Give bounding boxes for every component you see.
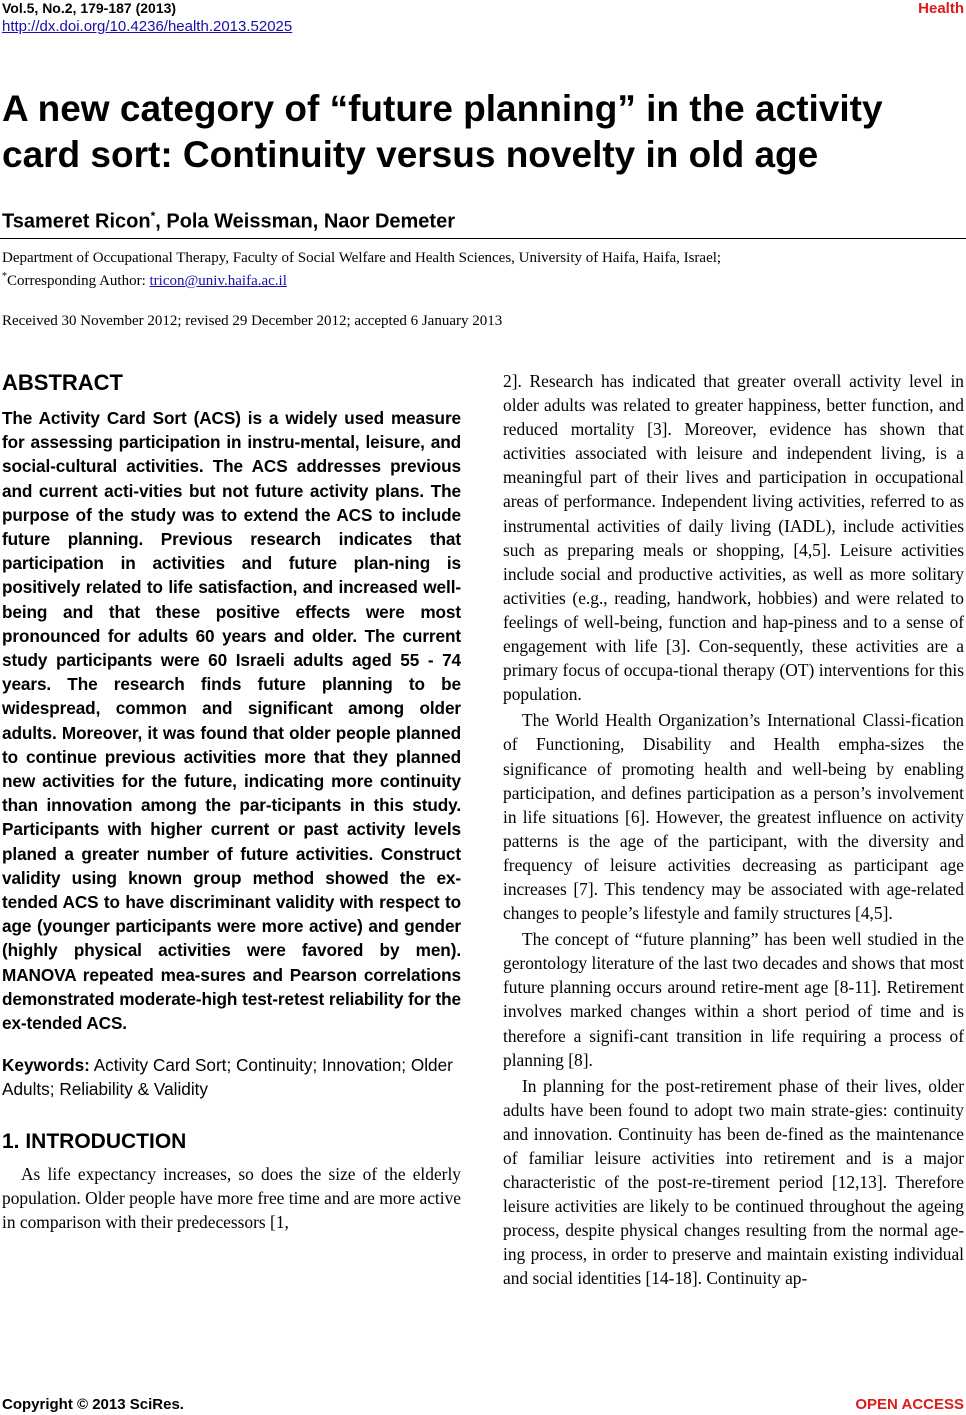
body-paragraph: In planning for the post-retirement phase of their lives, older adults have been found to adopt two main strate-gies: continuity and innovation. Continuity has been de-fined as the maintenance of familiar leisure activities into retirement and is a major characteristic of the post-re-tirement period [12,13]. Therefore leisure activities are likely to be continued throughout the ageing process, despite physical changes resulting from the normal age-ing process, in order to preserve and maintain existing individual and social identities [14-18]. Continuity ap- — [503, 1075, 964, 1289]
corresponding-email-link[interactable]: tricon@univ.haifa.ac.il — [149, 273, 287, 289]
body-paragraph: The World Health Organization’s International Classi-fication of Functioning, Disability and Health empha-sizes the significance of promoting health and well-being by enabling participation, and defines participation as a person’s involvement in life situations [6]. However, the greatest influence on activity patterns is the age of the participant, with the diversity and frequency of leisure activities decreasing as participant age increases [7]. This tendency may be associated with age-related changes to people’s lifestyle and family structures [4,5]. — [503, 710, 964, 924]
author-others: , Pola Weissman, Naor Demeter — [155, 210, 455, 233]
left-column — [2, 366, 461, 1234]
affiliation: Department of Occupational Therapy, Faculty of Social Welfare and Health Sciences, University of Haifa, Haifa, Israel; — [2, 250, 722, 266]
body-paragraph: 2]. Research has indicated that greater overall activity level in older adults was related to greater happiness, better function, and reduced mortality [3]. Moreover, evidence has shown that activities associated with leisure and independent living, is a meaningful part of their lives and participation in occupational areas of performance. Independent living activities, referred to as instrumental activities of daily living (IADL), include activities such as preparing meals or shopping, [4,5]. Leisure activities include social and productive activities, as well as more solitary activities (e.g., reading, handwork, hobbies) and were related to feelings of well-being, function and hap-piness and to a sense of engagement with life [3]. Con-sequently, these activities are a primary focus of occupa-tional therapy (OT) interventions for this population. — [503, 371, 964, 705]
introduction-heading: 1. INTRODUCTION — [2, 1129, 187, 1153]
corresponding-author — [2, 271, 287, 290]
article-title: A new category of “future planning” in the activity card sort: Continuity versus novelty in old age — [2, 88, 883, 175]
corresponding-mark: * — [150, 209, 156, 223]
abstract-heading: ABSTRACT — [2, 370, 123, 395]
volume-info: Vol.5, No.2, 179-187 (2013) — [2, 0, 177, 16]
keywords-text: Activity Card Sort; Continuity; Innovation; Older Adults; Reliability & Validity — [2, 1055, 453, 1100]
copyright: Copyright © 2013 SciRes. — [2, 1396, 184, 1413]
open-access-label: OPEN ACCESS — [855, 1396, 964, 1413]
title-divider — [0, 238, 966, 239]
doi-link[interactable]: http://dx.doi.org/10.4236/health.2013.52025 — [2, 18, 293, 35]
keywords — [2, 1053, 461, 1101]
body-paragraph: The concept of “future planning” has been well studied in the gerontology literature of the last two decades and shows that most future planning occurs around retire-ment age [8-11]. Retirement involves marked changes within a short period of time and is therefore a signifi-cant transition in life requiring a process of planning [8]. — [503, 929, 964, 1070]
right-column — [503, 369, 964, 1293]
journal-name: Health — [918, 0, 964, 17]
author-list — [2, 209, 455, 234]
keywords-label: Keywords: — [2, 1055, 90, 1076]
abstract-text: The Activity Card Sort (ACS) is a widely used measure for assessing participation in instru-mental, leisure, and social-cultural activities. The ACS addresses previous and current acti-vities but not future activity plans. The purpose of the study was to extend the ACS to include future planning. Previous research indicates that participation in activities and future plan-ning is positively related to life satisfaction, and increased well-being and that these positive effects were most pronounced for adults 60 years and older. The current study participants were 60 Israeli adults aged 55 - 74 years. The research finds future planning to be widespread, common and significant among older adults. Moreover, it was found that older people planned to continue previous activities more that they planned new activities for the future, indicating more continuity than innovation among the par-ticipants in this study. Participants with higher current or past activity levels planed a greater number of future activities. Construct validity using known group method showed the ex-tended ACS to have discriminant validity with respect to age (younger participants were more active) and gender (highly physical activities were favored by men). MANOVA repeated mea-sures and Pearson correlations demonstrated moderate-high test-retest reliability for the ex-tended ACS. — [2, 408, 461, 1034]
author-first: Tsameret Ricon — [2, 210, 151, 233]
body-paragraph: As life expectancy increases, so does the size of the elderly population. Older people have more free time and are more active in comparison with their predecessors [1, — [2, 1163, 461, 1232]
corresponding-note-mark: * — [2, 271, 7, 282]
corresponding-label: Corresponding Author: — [7, 273, 150, 289]
received-dates: Received 30 November 2012; revised 29 December 2012; accepted 6 January 2013 — [2, 313, 503, 329]
